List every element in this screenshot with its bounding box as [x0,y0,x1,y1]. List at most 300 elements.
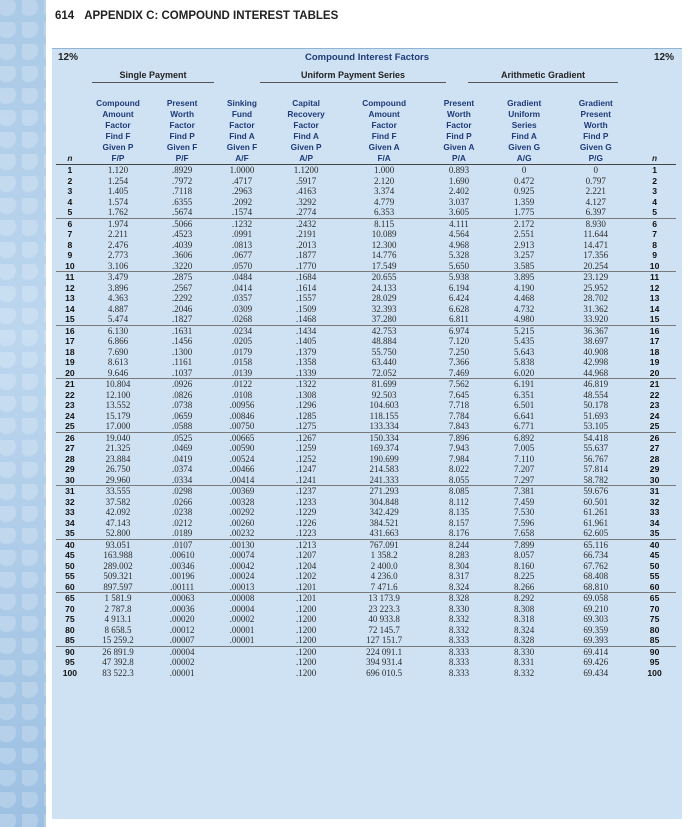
table-cell: 5.838 [514,357,535,367]
table-cell: .1339 [295,367,317,378]
table-cell: .1300 [171,346,193,357]
table-cell: 75 [649,614,660,624]
table-row [56,635,676,646]
table-cell: 12.100 [105,389,131,400]
table-cell: 37.582 [105,496,131,507]
table-cell: 12 [65,282,75,293]
table-cell: 1 581.9 [84,593,152,604]
interest-rate-right: 12% [654,52,675,63]
table-cell: 2.913 [514,239,535,250]
table-cell: 0.925 [514,186,535,196]
table-cell: .1200 [295,624,317,635]
table-cell: 17 [649,336,660,346]
table-cell: .00590 [229,443,255,453]
table-cell: .00260 [229,517,255,528]
table-cell: 4.732 [514,303,535,314]
table-row [56,283,676,294]
table-cell: 8.332 [514,667,535,678]
table-cell: .1201 [272,593,340,604]
table-cell: .00414 [229,474,255,485]
table-cell: 8.330 [448,603,470,614]
table-cell: .1557 [295,293,317,303]
table-cell: 47 392.8 [102,657,134,667]
table-cell: .1229 [295,507,317,517]
table-cell: 14 [649,303,660,314]
table-cell: .00007 [169,635,195,645]
table-row [56,528,676,539]
table-cell: 80 [649,624,660,635]
table-cell: 8.157 [448,517,470,528]
table-cell: .0414 [231,282,253,293]
table-cell: .1213 [272,539,340,550]
table-cell: 0 [490,165,558,176]
table-cell: 20.254 [583,260,609,271]
table-cell: 7.459 [514,496,535,507]
column-header-line: Amount [368,109,400,119]
column-header [56,88,84,165]
table-cell: 7.366 [448,357,470,367]
table-cell: 8.324 [448,581,470,592]
table-cell: 4.468 [514,293,535,303]
table-cell: 70 [65,603,75,614]
table-cell: 29 [65,464,75,474]
table-cell: 69.393 [583,635,609,645]
table-cell: 57.814 [583,464,609,474]
table-cell: 431.663 [369,528,399,538]
table-row [56,561,676,572]
table-cell: 3.479 [84,272,152,283]
table-cell: .00610 [169,550,195,560]
table-cell: 0.797 [585,175,606,186]
column-header-line: Given F [166,142,198,152]
table-cell: .0158 [231,357,253,367]
table-cell: .00750 [229,421,255,431]
column-header-line: A/P [299,153,314,163]
table-cell: 2 [652,175,657,186]
table-cell: 8.283 [448,550,470,560]
table-cell: .2875 [152,272,212,283]
table-cell: .1200 [295,614,317,624]
table-cell: 1 [56,165,84,176]
table-cell: 69.210 [583,603,609,614]
table-cell: 8.304 [448,560,470,571]
table-cell: .0298 [152,486,212,497]
table-cell: 8.333 [448,667,470,678]
table-cell: 2 787.8 [104,603,132,614]
table-cell: 9 [67,250,73,260]
column-header-line: Amount [102,109,134,119]
table-cell: 5.328 [448,250,470,260]
table-cell: 5.215 [490,325,558,336]
table-cell: 10.089 [371,229,397,239]
table-cell: 67.762 [583,560,609,571]
table-cell: 5.643 [514,346,535,357]
table-cell: 19.040 [84,432,152,443]
table-cell: 66.734 [583,550,609,560]
table-cell: .0268 [231,314,253,324]
table-cell: 63.440 [371,357,397,367]
table-cell: 1.762 [107,207,129,217]
table-cell: 48.554 [583,389,609,400]
table-cell: 8.328 [514,635,535,645]
table-row [56,464,676,475]
column-header-line: n [652,153,658,163]
table-cell: 394 931.4 [366,657,403,667]
column-header-line: Compound [96,98,140,108]
table-cell: 34 [649,517,660,528]
table-cell: 1.254 [107,175,129,186]
table-cell: 23.884 [105,453,131,464]
table-cell: 42.998 [583,357,609,367]
table-cell: .0212 [171,517,193,528]
compound-interest-table [56,88,676,678]
table-row [56,229,676,240]
table-cell: 7.005 [514,443,535,453]
table-cell: .00328 [229,496,255,507]
table-cell: .1200 [295,657,317,667]
table-row [56,507,676,518]
table-cell: 65.116 [558,539,633,550]
table-cell: 7.469 [448,367,470,378]
table-row [56,325,676,336]
table-cell: 20.655 [340,272,428,283]
table-cell: .0570 [231,260,253,271]
table-cell: 7.120 [448,336,470,346]
table-cell: 9.646 [107,367,129,378]
table-cell: 55.637 [583,443,609,453]
table-cell: 19 [65,357,75,367]
table-cell: 55 [65,571,75,581]
table-cell: .0588 [171,421,193,431]
table-cell: 1.359 [514,196,535,207]
table-cell: 6.130 [84,325,152,336]
table-cell: 8.292 [490,593,558,604]
table-cell: .1247 [295,464,317,474]
table-cell: .0926 [152,379,212,390]
table-cell: 32 [649,496,660,507]
table-cell: 190.699 [369,453,399,464]
table-cell: 3 [652,186,657,196]
table-cell: 8 658.5 [104,624,132,635]
table-cell: 1.000 [340,165,428,176]
table-cell: .5917 [295,175,317,186]
table-cell: 48.884 [371,336,397,346]
table-cell: 5 [652,207,657,217]
table-cell: 7.896 [428,432,490,443]
table-cell: 33 [65,507,75,517]
table-cell: 11 [56,272,84,283]
table-cell: .0122 [212,379,272,390]
table-cell: 54.418 [558,432,633,443]
table-cell: .1434 [272,325,340,336]
column-header-line: Present [166,98,198,108]
column-header-line: F/A [377,153,391,163]
table-cell: 24 [649,410,660,421]
table-cell: 7.562 [428,379,490,390]
table-cell: 214.583 [369,464,399,474]
table-cell: .00232 [229,528,255,538]
table-cell: 7.690 [107,346,129,357]
table-cell: .0234 [212,325,272,336]
table-cell: 12 [649,282,660,293]
table-row [56,475,676,486]
table-cell: 31 [633,486,676,497]
table-cell: 3 [67,186,73,196]
table-cell: 45 [65,550,75,560]
table-title: Compound Interest Factors [304,52,430,63]
table-cell: 7.784 [448,410,470,421]
table-cell: 19 [649,357,660,367]
table-cell: 4.190 [514,282,535,293]
table-cell: 15 [65,314,75,324]
table-cell: 1.775 [514,207,535,217]
table-cell: 14 [65,303,75,314]
table-cell: 5.474 [107,314,129,324]
table-cell: 17.549 [371,260,397,271]
table-cell: .1509 [295,303,317,314]
table-cell: 2.221 [585,186,606,196]
table-cell: 60.501 [583,496,609,507]
table-cell: 30 [649,474,660,485]
table-cell: 8.112 [448,496,469,507]
column-header-line: Gradient [578,98,613,108]
table-cell: 45 [649,550,660,560]
table-cell: .7972 [171,175,193,186]
table-cell: 12.300 [371,239,397,250]
table-cell: 8.057 [514,550,535,560]
table-cell: 133.334 [369,421,399,431]
table-row [56,443,676,454]
table-cell: 2.120 [374,175,395,186]
column-header [633,88,676,165]
table-cell: 68.810 [583,581,609,592]
table-cell: 23 223.3 [368,603,400,614]
column-header-row [56,88,676,165]
table-cell: 8.135 [448,507,470,517]
table-row [56,240,676,251]
table-cell: .00063 [152,593,212,604]
table-cell: 1.690 [448,175,470,186]
table-cell: 75 [65,614,75,624]
table-cell: .00130 [212,539,272,550]
table-cell: .00111 [170,581,195,592]
table-cell: 35 [65,528,75,538]
table-cell: 25.952 [583,282,609,293]
table-cell: 0.893 [428,165,490,176]
table-cell: 1.974 [84,218,152,229]
table-cell: .1379 [295,346,317,357]
table-cell: 169.374 [369,443,399,453]
group-single-payment: Single Payment [92,70,214,80]
table-cell: 5.435 [514,336,535,346]
table-cell: 7.843 [448,421,470,431]
table-cell: 11.644 [583,229,608,239]
table-row [56,261,676,272]
table-cell: .1223 [295,528,317,538]
column-header-line: Given G [508,142,541,152]
table-cell: 7 [652,229,657,239]
table-cell: 50 [65,560,75,571]
group-uniform-series: Uniform Payment Series [260,70,446,80]
table-cell: .1296 [295,400,317,410]
table-row [56,207,676,218]
table-row [56,368,676,379]
table-cell: .00292 [229,507,255,517]
table-cell: 72 145.7 [368,624,400,635]
table-cell: 23 [649,400,660,410]
table-cell: 25 [649,421,660,431]
table-cell: .0525 [152,432,212,443]
table-cell: 65 [633,593,676,604]
table-cell: .0677 [231,250,253,260]
table-cell: .1037 [171,367,193,378]
table-cell: 17 [65,336,75,346]
interest-rate-left: 12% [58,52,79,63]
table-cell: .00001 [229,624,255,635]
table-cell: 2.551 [514,229,535,239]
table-cell: .0659 [171,410,193,421]
table-cell: .00665 [212,432,272,443]
table-row [56,336,676,347]
table-cell: 21 [633,379,676,390]
table-row [56,347,676,358]
table-cell: 4.980 [514,314,535,324]
table-cell: 24.133 [371,282,397,293]
table-cell: .00956 [229,400,255,410]
table-row [56,625,676,636]
table-cell: 2 400.0 [370,560,398,571]
table-cell: .1308 [295,389,317,400]
column-header-line: Factor [446,120,472,130]
column-header-line: Given P [102,142,134,152]
table-cell: 37.280 [371,314,397,324]
table-cell: 3.374 [374,186,395,196]
table-row [56,518,676,529]
table-cell: 25 [65,421,75,431]
column-header-line: Compound [362,98,407,108]
table-cell: .00024 [229,571,255,581]
table-cell: 15 259.2 [102,635,134,645]
column-header [212,88,272,165]
table-cell: .5066 [152,218,212,229]
column-header-line: Find A [511,131,537,141]
table-cell: 8.055 [448,474,470,485]
table-cell: 14.471 [583,239,609,250]
table-cell: .2191 [295,229,317,239]
table-cell: 83 522.3 [102,667,134,678]
table-cell: 26.750 [105,464,131,474]
table-cell: 6.771 [514,421,535,431]
table-cell: 35 [649,528,660,538]
table-row [56,668,676,679]
table-cell: 4.363 [107,293,129,303]
table-cell: 29 [649,464,660,474]
table-cell: 8.333 [448,657,470,667]
table-cell: 8.328 [428,593,490,604]
table-cell: 241.333 [369,474,399,485]
table-cell: 21.325 [105,443,131,453]
page-number: 614 [55,10,75,22]
table-cell: 69.426 [583,657,609,667]
table-cell: 8.330 [490,646,558,657]
table-cell: 40 [56,539,84,550]
table-cell: 8.332 [448,614,470,624]
table-cell: 7 [67,229,73,239]
table-cell: 7.110 [514,453,535,464]
table-cell: 42.753 [340,325,428,336]
table-cell: 36.367 [558,325,633,336]
table-row [56,400,676,411]
table-cell [212,646,272,657]
table-cell: .0334 [171,474,193,485]
table-cell: 7.718 [448,400,470,410]
column-header-line: Given A [368,142,400,152]
table-cell: .0309 [231,303,253,314]
table-cell: 5 [67,207,73,217]
column-header [84,88,152,165]
table-cell: 33 [649,507,660,517]
table-cell: 61.261 [583,507,609,517]
table-row [56,614,676,625]
table-cell: .1200 [295,667,317,678]
table-cell: 104.603 [369,400,399,410]
table-cell: 4 [652,196,657,207]
table-cell: .1259 [295,443,317,453]
table-cell: 32 [65,496,75,507]
column-header-line: Find F [371,131,397,141]
table-cell: .1827 [171,314,193,324]
table-cell: .0266 [171,496,193,507]
table-cell: 31.362 [583,303,609,314]
table-cell: 8 [652,239,657,250]
table-row [56,176,676,187]
table-cell: 8.085 [428,486,490,497]
table-cell: 59.676 [558,486,633,497]
table-row [56,293,676,304]
table-cell: 50 [649,560,660,571]
table-cell: 8.332 [448,624,470,635]
table-cell: 29.960 [105,474,131,485]
table-cell: 69.414 [558,646,633,657]
table-cell: 8.308 [514,603,535,614]
table-cell: 767.091 [340,539,428,550]
table-cell: .00001 [229,635,255,645]
table-cell: .4717 [231,175,253,186]
table-cell: .00036 [169,603,195,614]
table-cell: 22 [649,389,660,400]
table-cell: 52.800 [105,528,131,538]
table-cell: 72.052 [371,367,397,378]
table-cell: 224 091.1 [340,646,428,657]
table-cell: 6.892 [490,432,558,443]
table-cell: 28 [649,453,660,464]
table-cell: 7.645 [448,389,470,400]
table-cell: .1285 [295,410,317,421]
table-cell: .1456 [171,336,193,346]
table-cell: 16 [56,325,84,336]
table-cell: 46.819 [558,379,633,390]
table-cell: 163.988 [103,550,133,560]
table-cell: 55 [649,571,660,581]
table-cell: 32.393 [371,303,397,314]
table-cell: 3.037 [448,196,470,207]
table-cell: 90 [56,646,84,657]
table-cell: 1 [633,165,676,176]
table-cell: 18 [65,346,75,357]
table-cell: .0826 [171,389,193,400]
table-cell: .5674 [171,207,193,217]
column-header-line: Worth [447,109,471,119]
